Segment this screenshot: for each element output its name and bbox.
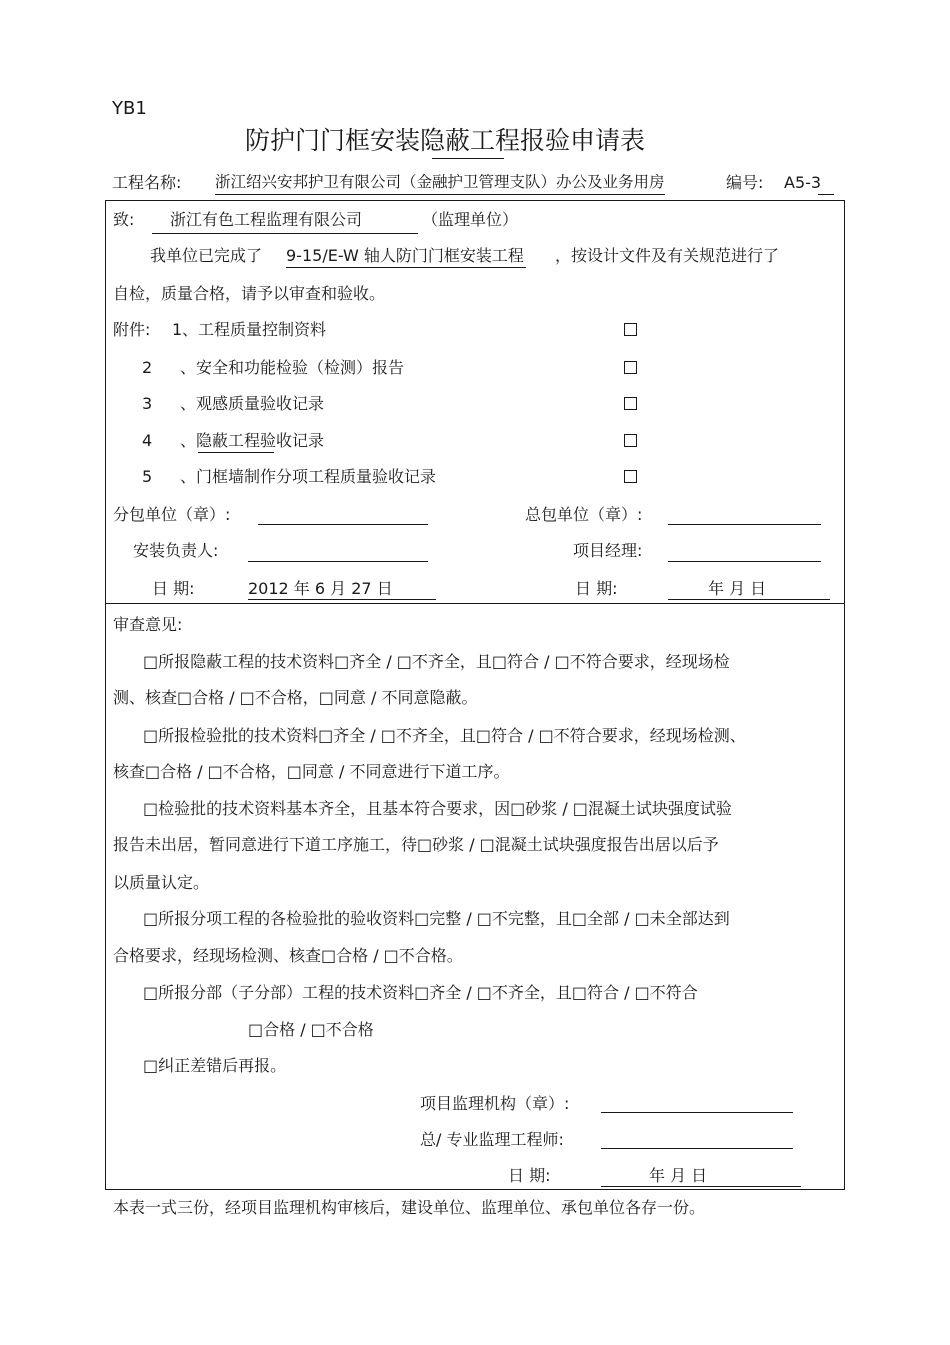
page-title: 防护门门框安装隐蔽工程报验申请表 <box>245 126 646 155</box>
project-manager-field[interactable] <box>668 561 821 562</box>
attachment-checkbox-4[interactable] <box>624 434 637 447</box>
form-number-value: A5-3 <box>784 173 822 192</box>
attachment-num-1: 1 <box>172 320 183 339</box>
main-unit-label: 总包单位（章）: <box>525 505 643 524</box>
review-line: □检验批的技术资料基本齐全，且基本符合要求，因□砂浆 / □混凝土试块强度试验 <box>143 799 732 818</box>
review-line: □所报分项工程的各检验批的验收资料□完整 / □不完整，且□全部 / □未全部达到 <box>143 909 730 928</box>
supervision-org-field[interactable] <box>601 1112 793 1113</box>
attachment-checkbox-5[interactable] <box>624 470 637 483</box>
section-divider <box>105 603 845 604</box>
review-line: □合格 / □不合格 <box>248 1020 374 1039</box>
main-unit-field[interactable] <box>668 524 821 525</box>
date-value-right: 年 月 日 <box>668 581 830 600</box>
review-line: 以质量认定。 <box>113 873 210 892</box>
to-label: 致: <box>113 210 135 229</box>
footer-note: 本表一式三份，经项目监理机构审核后，建设单位、监理单位、承包单位各存一份。 <box>113 1198 706 1217</box>
project-manager-label: 项目经理: <box>573 541 643 560</box>
review-line: □纠正差错后再报。 <box>143 1056 287 1075</box>
attachment-num-5: 5 <box>142 467 153 486</box>
engineer-field[interactable] <box>601 1148 793 1149</box>
review-date-value: 年 月 日 <box>601 1168 801 1187</box>
attachment-text-5: 、门框墙制作分项工程质量验收记录 <box>180 467 437 486</box>
project-name-label: 工程名称: <box>112 173 182 192</box>
install-lead-label: 安装负责人: <box>133 541 219 560</box>
to-note: （监理单位） <box>422 210 519 229</box>
review-line: □所报隐蔽工程的技术资料□齐全 / □不齐全，且□符合 / □不符合要求，经现场检 <box>143 652 730 671</box>
form-number-underline <box>818 194 834 195</box>
attachment-4-underline <box>198 452 274 453</box>
review-label: 审查意见: <box>113 615 183 634</box>
review-line: 测、核查□合格 / □不合格，□同意 / 不同意隐蔽。 <box>113 688 478 707</box>
attachment-text-2: 、安全和功能检验（检测）报告 <box>180 358 405 377</box>
review-line: 合格要求，经现场检测、核查□合格 / □不合格。 <box>113 946 463 965</box>
date-label-left: 日 期: <box>152 579 195 598</box>
attachments-label: 附件: <box>113 320 151 339</box>
form-code: YB1 <box>112 98 147 119</box>
sub-unit-label: 分包单位（章）: <box>113 505 231 524</box>
attachment-checkbox-2[interactable] <box>624 361 637 374</box>
install-lead-field[interactable] <box>248 561 428 562</box>
body-work-item: 9-15/E-W 轴人防门门框安装工程 <box>286 248 526 268</box>
body-suffix: ，按设计文件及有关规范进行了 <box>555 246 780 265</box>
body-prefix: 我单位已完成了 <box>150 246 263 265</box>
date-value-left: 2012 年 6 月 27 日 <box>248 581 436 600</box>
attachment-num-4: 4 <box>142 431 153 450</box>
project-name-value: 浙江绍兴安邦护卫有限公司（金融护卫管理支队）办公及业务用房 <box>215 175 665 195</box>
attachment-text-3: 、观感质量验收记录 <box>180 394 325 413</box>
review-line: 核查□合格 / □不合格，□同意 / 不同意进行下道工序。 <box>113 762 510 781</box>
body-line2: 自检，质量合格，请予以审查和验收。 <box>113 284 386 303</box>
supervision-org-label: 项目监理机构（章）: <box>420 1094 570 1113</box>
attachment-checkbox-1[interactable] <box>624 323 637 336</box>
to-recipient: 浙江有色工程监理有限公司 <box>170 210 363 229</box>
title-underline <box>432 158 504 159</box>
to-recipient-underline <box>152 233 418 234</box>
attachment-checkbox-3[interactable] <box>624 397 637 410</box>
sub-unit-field[interactable] <box>258 524 428 525</box>
date-label-right: 日 期: <box>575 579 618 598</box>
review-line: 报告未出居，暂同意进行下道工序施工，待□砂浆 / □混凝土试块强度报告出居以后予 <box>113 835 719 854</box>
engineer-label: 总/ 专业监理工程师: <box>420 1130 564 1149</box>
review-date-label: 日 期: <box>508 1166 551 1185</box>
attachment-text-4: 、隐蔽工程验收记录 <box>180 431 325 450</box>
form-number-label: 编号: <box>726 173 764 192</box>
review-line: □所报分部（子分部）工程的技术资料□齐全 / □不齐全，且□符合 / □不符合 <box>143 983 698 1002</box>
attachment-num-2: 2 <box>142 358 153 377</box>
attachment-text-1: 、工程质量控制资料 <box>182 320 327 339</box>
review-line: □所报检验批的技术资料□齐全 / □不齐全，且□符合 / □不符合要求，经现场检测、 <box>143 726 746 745</box>
attachment-num-3: 3 <box>142 394 153 413</box>
